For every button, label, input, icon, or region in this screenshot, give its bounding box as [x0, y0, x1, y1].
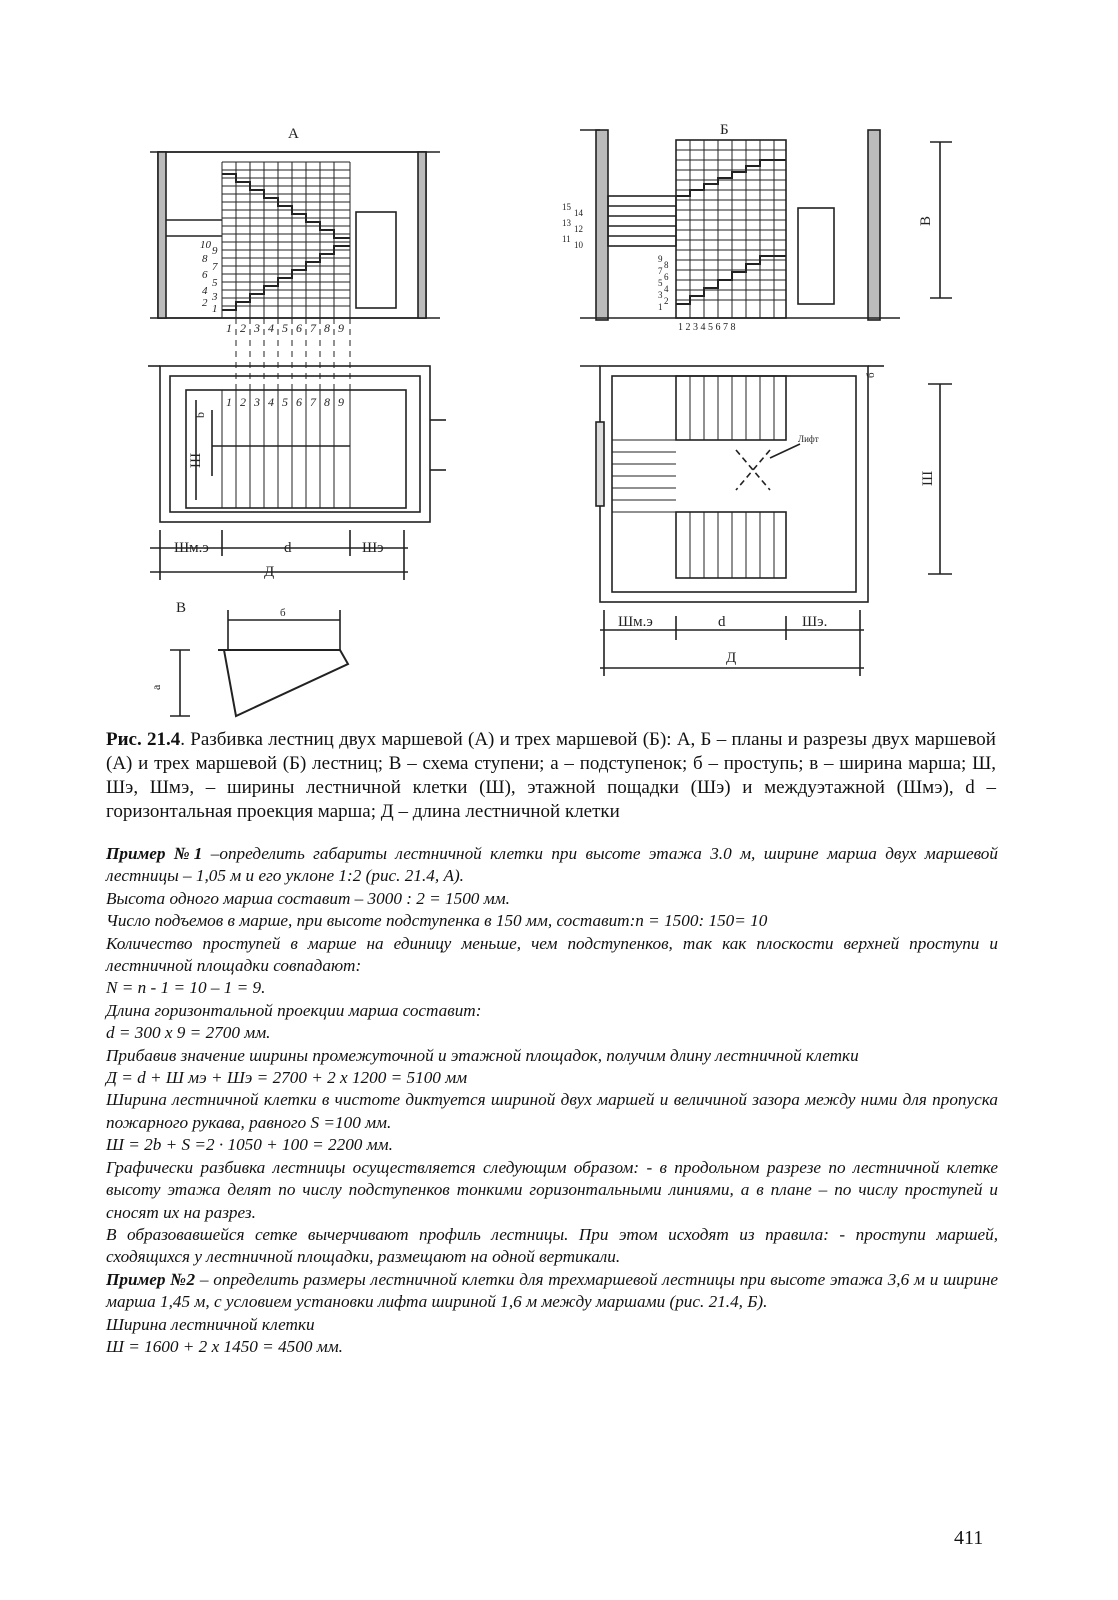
svg-text:7: 7 [658, 266, 663, 276]
svg-text:8: 8 [664, 260, 669, 270]
formula: d = 300 x 9 = 2700 мм. [106, 1023, 271, 1043]
paragraph: Число подъемов в марше, при высоте подступенка в 150 мм, составит:n = 1500: 150= 10 [106, 911, 768, 931]
label-a-shme: Шм.э [174, 540, 209, 556]
svg-text:12: 12 [574, 224, 583, 234]
formula: Д = d + Ш мэ + Шэ = 2700 + 2 x 1200 = 5100 мм [106, 1068, 468, 1088]
label-lift: Лифт [798, 434, 819, 444]
svg-text:1: 1 [226, 395, 232, 409]
svg-text:7: 7 [310, 395, 316, 409]
page-number: 411 [954, 1527, 984, 1549]
svg-text:2: 2 [240, 321, 246, 335]
svg-text:2: 2 [202, 297, 208, 309]
svg-text:4: 4 [664, 284, 669, 294]
formula: Ш = 1600 + 2 x 1450 = 4500 мм. [106, 1336, 343, 1356]
label-b-shme: Шм.э [618, 614, 653, 630]
svg-text:1: 1 [658, 302, 663, 312]
label-a-d: d [284, 540, 292, 556]
figure-a-section [150, 152, 440, 318]
svg-text:9: 9 [212, 245, 218, 257]
example-2-text: – определить размеры лестничной клетки для трехмаршевой лестницы при высоте этажа 3,6 м и ширине марша 1,45 м, с условием установки лифта шириной 1,6 м между маршами (рис. 21.4, Б). [106, 1269, 998, 1312]
figure-v-step [170, 610, 348, 716]
a-step-numbers [200, 239, 218, 315]
b-step-numbers-lower [658, 254, 669, 312]
paragraph: Высота одного марша составит – 3000 : 2 = 1500 мм. [106, 888, 510, 908]
example-1-heading: Пример №1 [106, 844, 203, 863]
label-step-a: а [149, 684, 163, 690]
figure-number: Рис. 21.4 [106, 729, 181, 750]
formula: N = n - 1 = 10 – 1 = 9. [106, 978, 266, 998]
svg-text:7: 7 [212, 261, 218, 273]
example-1-text: –определить габариты лестничной клетки при высоте этажа 3.0 м, ширине марша двух маршевой лестницы – 1,05 м и его уклоне 1:2 (рис. 21.4, А). [106, 844, 998, 886]
svg-text:5: 5 [212, 277, 218, 289]
body-text [106, 843, 998, 1358]
svg-text:2: 2 [240, 395, 246, 409]
svg-text:2: 2 [664, 296, 669, 306]
label-b-title: Б [720, 122, 729, 138]
svg-text:10: 10 [574, 240, 583, 250]
svg-text:4: 4 [268, 321, 274, 335]
figure-21-4 [0, 0, 1118, 720]
svg-text:1: 1 [212, 303, 218, 315]
b-step-numbers-upper [562, 202, 584, 250]
example-1 [106, 843, 998, 888]
svg-text:8: 8 [324, 321, 330, 335]
label-a-she: Шэ [362, 540, 384, 556]
label-b-d: d [718, 614, 726, 630]
svg-text:6: 6 [296, 395, 302, 409]
label-b-v-dim: В [918, 215, 934, 226]
svg-text:3: 3 [254, 395, 260, 409]
svg-text:10: 10 [200, 239, 211, 251]
figure-caption [106, 728, 996, 824]
svg-text:3: 3 [658, 290, 663, 300]
paragraph: Прибавив значение ширины промежуточной и этажной площадок, получим длину лестничной клетки [106, 1045, 859, 1065]
svg-text:8: 8 [324, 395, 330, 409]
svg-text:5: 5 [282, 395, 288, 409]
svg-text:5: 5 [658, 278, 663, 288]
label-b-D: Д [726, 650, 737, 666]
svg-text:3: 3 [212, 291, 218, 303]
svg-text:9: 9 [658, 254, 663, 264]
example-2-heading: Пример №2 [106, 1269, 196, 1289]
figure-b-section [580, 130, 952, 320]
label-b-she: Шэ. [802, 614, 828, 630]
a-tread-numbers-section [226, 321, 344, 335]
svg-text:8: 8 [202, 253, 208, 265]
label-a-b: b [193, 412, 207, 418]
a-tread-numbers-plan [226, 395, 344, 409]
svg-text:15: 15 [562, 202, 571, 212]
svg-text:5: 5 [282, 321, 288, 335]
svg-text:4: 4 [202, 285, 208, 297]
svg-text:14: 14 [574, 208, 583, 218]
b-tread-numbers: 1 2 3 4 5 6 7 8 [678, 322, 736, 333]
label-step-b: б [280, 607, 286, 619]
paragraph: Ширина лестничной клетки [106, 1314, 315, 1334]
caption-text: . Разбивка лестниц двух маршевой (А) и трех маршевой (Б): А, Б – планы и разрезы двух маршевой (А) и трех маршевой (Б) лестниц; В – схема ступени; а – подступенок; б – проступь; в – ширина марша; Ш, Шэ, Шмэ, – ширины лестничной клетки (Ш), этажной пощадки (Шэ) и междуэтажной (Шмэ), d – горизонтальная проекция марша; Д – длина лестничной клетки [106, 729, 996, 822]
svg-text:4: 4 [268, 395, 274, 409]
label-b-small: б [865, 372, 877, 378]
svg-text:9: 9 [338, 395, 344, 409]
svg-text:11: 11 [562, 234, 571, 244]
svg-text:6: 6 [202, 269, 208, 281]
label-a-sh: Ш [188, 452, 204, 468]
label-a-D: Д [264, 564, 275, 580]
paragraph: Длина горизонтальной проекции марша составит: [106, 1000, 482, 1020]
example-2 [106, 1269, 998, 1314]
label-b-sh: Ш [920, 470, 936, 486]
paragraph: Ширина лестничной клетки в чистоте диктуется шириной двух маршей и величиной зазора между ними для пропуска пожарного рукава, равного S =100 мм. [106, 1090, 998, 1132]
paragraph: В образовавшейся сетке вычерчивают профиль лестницы. При этом исходят из правила: - проступи маршей, сходящихся у лестничной площадки, размещают на одной вертикали. [106, 1224, 998, 1267]
svg-text:1: 1 [226, 321, 232, 335]
paragraph: Количество проступей в марше на единицу меньше, чем подступенков, так как плоскости верхней проступи и лестничной площадки совпадают: [106, 933, 998, 976]
label-a-title: А [288, 126, 299, 142]
label-v-title: В [176, 600, 187, 616]
formula: Ш = 2b + S =2 · 1050 + 100 = 2200 мм. [106, 1135, 393, 1155]
svg-text:3: 3 [254, 321, 260, 335]
svg-text:6: 6 [664, 272, 669, 282]
svg-text:9: 9 [338, 321, 344, 335]
paragraph: Графически разбивка лестницы осуществляется следующим образом: - в продольном разрезе по лестничной клетке высоту этажа делят по числу подступенков тонкими горизонтальными линиями, а в плане – по числу проступей и сносят их на разрез. [106, 1157, 998, 1222]
svg-text:7: 7 [310, 321, 316, 335]
svg-text:13: 13 [562, 218, 571, 228]
svg-text:6: 6 [296, 321, 302, 335]
